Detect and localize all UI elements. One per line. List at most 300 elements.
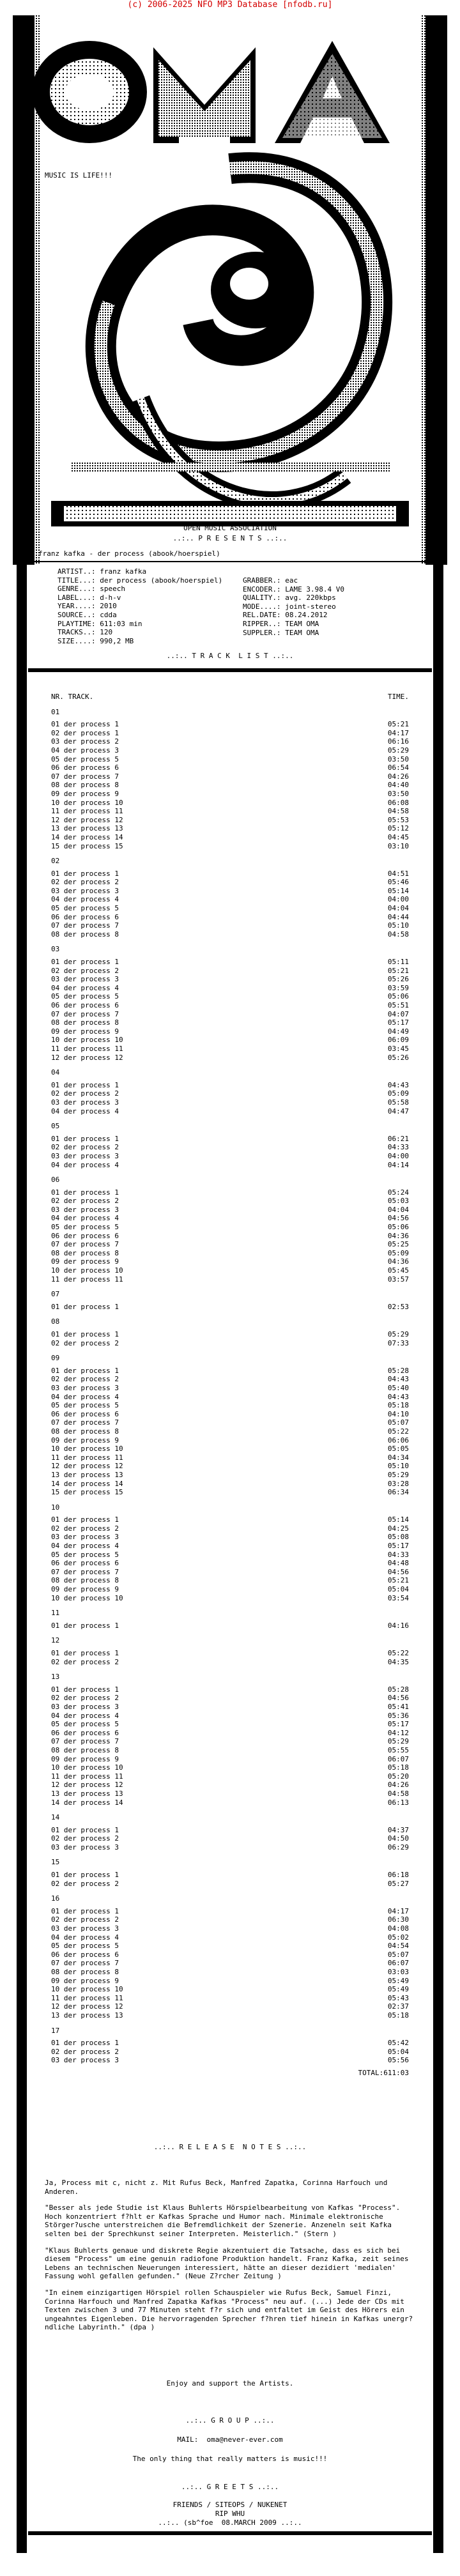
- track-title: 09 der process 9: [51, 1257, 119, 1266]
- track-title: 10 der process 10: [51, 1763, 123, 1772]
- track-row: [51, 878, 409, 887]
- release-notes: [45, 2179, 415, 2340]
- track-title: 07 der process 7: [51, 1959, 119, 1968]
- track-title: 01 der process 1: [51, 958, 119, 967]
- track-time: 05:06: [387, 992, 409, 1001]
- track-row: [51, 1703, 409, 1712]
- track-row: [51, 816, 409, 825]
- track-time: 05:12: [387, 824, 409, 833]
- track-title: 09 der process 9: [51, 1027, 119, 1036]
- track-title: 01 der process 1: [51, 1871, 119, 1880]
- track-time: 04:17: [387, 728, 409, 737]
- track-row: [51, 1533, 409, 1542]
- track-row: [51, 1658, 409, 1667]
- track-time: 05:36: [387, 1711, 409, 1720]
- signature: ..:.. (sb^foe 08.MARCH 2009 ..:..: [158, 2518, 302, 2527]
- track-title: 04 der process 4: [51, 1542, 119, 1551]
- track-title: 12 der process 12: [51, 1462, 123, 1471]
- track-time: 03:28: [387, 1479, 409, 1488]
- track-title: 05 der process 5: [51, 1720, 119, 1729]
- track-title: 02 der process 2: [51, 1694, 119, 1703]
- track-title: 07 der process 7: [51, 1240, 119, 1249]
- track-row: [51, 1418, 409, 1427]
- track-title: 09 der process 9: [51, 1585, 119, 1594]
- track-time: 04:36: [387, 1231, 409, 1240]
- info-right-line: ENCODER.: LAME 3.98.4 V0: [243, 585, 344, 594]
- track-title: 02 der process 2: [51, 1915, 119, 1924]
- track-row: [51, 1594, 409, 1603]
- track-time: 04:36: [387, 1257, 409, 1266]
- info-right-line: RIPPER..: TEAM OMA: [243, 619, 319, 628]
- info-right-line: QUALITY.: avg. 220kbps: [243, 594, 336, 602]
- track-time: 05:46: [387, 878, 409, 887]
- track-title: 02 der process 2: [51, 878, 119, 887]
- track-time: 03:54: [387, 1593, 409, 1602]
- track-title: 07 der process 7: [51, 1737, 119, 1746]
- track-title: 01 der process 1: [51, 1515, 119, 1524]
- track-time: 05:17: [387, 1542, 409, 1551]
- track-row: [51, 1081, 409, 1090]
- track-title: 04 der process 4: [51, 1214, 119, 1223]
- track-time: 04:35: [387, 1657, 409, 1666]
- track-title: 12 der process 12: [51, 1053, 123, 1062]
- track-time: 04:33: [387, 1550, 409, 1559]
- track-time: 06:29: [387, 1843, 409, 1851]
- track-row: [51, 870, 409, 878]
- track-row: [51, 1152, 409, 1161]
- disc-number: 09: [51, 1354, 60, 1363]
- track-title: 09 der process 9: [51, 1754, 119, 1763]
- track-title: 10 der process 10: [51, 1445, 123, 1453]
- track-row: [51, 1384, 409, 1393]
- track-row: [51, 1712, 409, 1721]
- track-row: [51, 1737, 409, 1746]
- track-time: 06:13: [387, 1798, 409, 1807]
- track-time: 05:26: [387, 975, 409, 984]
- track-title: 15 der process 15: [51, 841, 123, 850]
- track-row: [51, 1453, 409, 1462]
- track-title: 02 der process 2: [51, 1338, 119, 1347]
- disc-number: 01: [51, 707, 60, 716]
- track-row: [51, 1790, 409, 1798]
- track-title: 04 der process 4: [51, 1160, 119, 1169]
- track-time: 04:17: [387, 1906, 409, 1915]
- track-time: 05:18: [387, 1401, 409, 1410]
- track-row: [51, 1197, 409, 1206]
- track-time: 06:30: [387, 1915, 409, 1924]
- track-row: [51, 1410, 409, 1419]
- track-row: [51, 729, 409, 738]
- track-row: [51, 799, 409, 808]
- track-time: 05:14: [387, 1515, 409, 1524]
- track-row: [51, 1001, 409, 1010]
- track-row: [51, 833, 409, 842]
- track-row: [51, 992, 409, 1001]
- track-title: 10 der process 10: [51, 1266, 123, 1275]
- track-row: [51, 904, 409, 913]
- track-title: 14 der process 14: [51, 1798, 123, 1807]
- track-time: 04:47: [387, 1107, 409, 1116]
- track-time: 05:55: [387, 1745, 409, 1754]
- track-row: [51, 1515, 409, 1524]
- track-title: 05 der process 5: [51, 1550, 119, 1559]
- track-row: [51, 1551, 409, 1560]
- track-time: 05:10: [387, 1462, 409, 1471]
- track-time: 06:06: [387, 1436, 409, 1445]
- track-time: 05:09: [387, 1089, 409, 1098]
- track-title: 03 der process 3: [51, 1205, 119, 1214]
- track-time: 06:07: [387, 1959, 409, 1968]
- track-time: 05:58: [387, 1098, 409, 1107]
- motto-text: MUSIC IS LIFE!!!: [45, 171, 112, 180]
- track-row: [51, 1542, 409, 1551]
- track-time: 05:56: [387, 2056, 409, 2065]
- track-time: 06:09: [387, 1036, 409, 1045]
- track-time: 04:44: [387, 912, 409, 921]
- track-title: 06 der process 6: [51, 1001, 119, 1009]
- track-time: 05:29: [387, 746, 409, 755]
- track-time: 05:09: [387, 1248, 409, 1257]
- track-time: 04:43: [387, 1080, 409, 1089]
- track-title: 02 der process 2: [51, 1089, 119, 1098]
- track-row: [51, 1621, 409, 1630]
- track-time: 04:07: [387, 1009, 409, 1018]
- track-row: [51, 2048, 409, 2057]
- track-time: 05:21: [387, 720, 409, 729]
- track-row: [51, 1977, 409, 1986]
- track-title: 03 der process 3: [51, 975, 119, 984]
- group-mail: MAIL: oma@never-ever.com: [177, 2435, 283, 2444]
- track-title: 05 der process 5: [51, 755, 119, 763]
- track-title: 08 der process 8: [51, 1248, 119, 1257]
- track-time: 06:16: [387, 737, 409, 746]
- track-title: 04 der process 4: [51, 895, 119, 904]
- track-title: 03 der process 3: [51, 1533, 119, 1542]
- track-time: 04:04: [387, 1205, 409, 1214]
- track-time: 05:17: [387, 1720, 409, 1729]
- track-time: 06:08: [387, 798, 409, 807]
- track-time: 03:50: [387, 789, 409, 798]
- track-title: 01 der process 1: [51, 1366, 119, 1375]
- track-row: [51, 2011, 409, 2020]
- track-time: 05:43: [387, 1993, 409, 2002]
- info-left-line: LABEL...: d-h-v: [57, 593, 121, 602]
- track-time: 04:33: [387, 1143, 409, 1152]
- track-title: 07 der process 7: [51, 772, 119, 781]
- track-title: 11 der process 11: [51, 807, 123, 816]
- track-time: 04:34: [387, 1453, 409, 1462]
- track-row: [51, 1223, 409, 1232]
- track-row: [51, 1367, 409, 1376]
- track-title: 11 der process 11: [51, 1453, 123, 1462]
- track-title: 10 der process 10: [51, 1036, 123, 1045]
- track-row: [51, 895, 409, 904]
- release-title: franz kafka - der process (abook/hoerspiel): [38, 549, 220, 558]
- track-title: 01 der process 1: [51, 1134, 119, 1143]
- track-time: 04:49: [387, 1027, 409, 1036]
- track-row: [51, 1834, 409, 1843]
- track-time: 05:10: [387, 921, 409, 930]
- track-time: 05:29: [387, 1330, 409, 1338]
- divider: [28, 2531, 432, 2535]
- track-title: 05 der process 5: [51, 904, 119, 913]
- track-title: 09 der process 9: [51, 1436, 119, 1445]
- track-row: [51, 755, 409, 764]
- track-time: 04:04: [387, 904, 409, 913]
- track-time: 06:07: [387, 1754, 409, 1763]
- track-title: 08 der process 8: [51, 1576, 119, 1585]
- track-time: 04:50: [387, 1834, 409, 1843]
- track-row: [51, 1798, 409, 1807]
- greets-list: FRIENDS / SITEOPS / NUKENET: [172, 2501, 288, 2509]
- track-title: 11 der process 11: [51, 1772, 123, 1781]
- track-time: 05:25: [387, 1240, 409, 1249]
- track-row: [51, 1339, 409, 1348]
- track-title: 03 der process 3: [51, 1383, 119, 1392]
- track-title: 01 der process 1: [51, 1302, 119, 1311]
- track-time: 04:08: [387, 1924, 409, 1933]
- col-time: TIME.: [387, 693, 409, 701]
- track-title: 06 der process 6: [51, 1950, 119, 1959]
- track-time: 05:18: [387, 2011, 409, 2020]
- track-title: 03 der process 3: [51, 1924, 119, 1933]
- track-row: [51, 1232, 409, 1241]
- track-time: 05:02: [387, 1933, 409, 1942]
- track-title: 01 der process 1: [51, 1621, 119, 1630]
- track-row: [51, 1161, 409, 1170]
- track-time: 04:12: [387, 1728, 409, 1737]
- track-title: 03 der process 2: [51, 737, 119, 746]
- track-title: 05 der process 5: [51, 1401, 119, 1410]
- track-title: 14 der process 14: [51, 1479, 123, 1488]
- track-time: 04:54: [387, 1942, 409, 1951]
- track-row: [51, 1907, 409, 1916]
- track-title: 11 der process 11: [51, 1275, 123, 1284]
- track-time: 04:26: [387, 772, 409, 781]
- track-row: [51, 1214, 409, 1223]
- track-row: [51, 781, 409, 790]
- track-title: 02 der process 2: [51, 966, 119, 975]
- track-time: 06:54: [387, 763, 409, 772]
- track-title: 04 der process 4: [51, 1933, 119, 1942]
- track-title: 04 der process 4: [51, 1711, 119, 1720]
- disc-number: 13: [51, 1673, 60, 1682]
- track-row: [51, 1445, 409, 1453]
- disc-number: 12: [51, 1636, 60, 1645]
- track-time: 04:43: [387, 1375, 409, 1384]
- logo-graphic: [13, 15, 447, 578]
- track-row: [51, 1826, 409, 1835]
- track-title: 04 der process 3: [51, 746, 119, 755]
- track-time: 04:00: [387, 895, 409, 904]
- track-row: [51, 1959, 409, 1968]
- group-motto: The only thing that really matters is music!!!: [132, 2455, 328, 2463]
- track-row: [51, 930, 409, 939]
- track-time: 05:26: [387, 1053, 409, 1062]
- info-right-line: GRABBER.: eac: [243, 576, 298, 585]
- release-notes-header: ..:.. R E L E A S E N O T E S ..:..: [153, 2143, 307, 2151]
- track-row: [51, 887, 409, 896]
- track-title: 13 der process 13: [51, 824, 123, 833]
- track-time: 05:45: [387, 1266, 409, 1275]
- track-title: 08 der process 8: [51, 1427, 119, 1436]
- track-title: 06 der process 6: [51, 1231, 119, 1240]
- track-row: [51, 1240, 409, 1249]
- track-time: 05:04: [387, 2047, 409, 2056]
- track-time: 04:43: [387, 1392, 409, 1401]
- track-row: [51, 1330, 409, 1339]
- col-nr-track: NR. TRACK.: [51, 693, 94, 701]
- track-row: [51, 1266, 409, 1275]
- info-left-line: TRACKS..: 120: [57, 628, 113, 637]
- track-row: [51, 1036, 409, 1045]
- total-playtime: TOTAL:611:03: [358, 2068, 409, 2077]
- track-row: [51, 1135, 409, 1144]
- track-time: 04:56: [387, 1567, 409, 1576]
- track-title: 02 der process 2: [51, 1657, 119, 1666]
- track-row: [51, 1755, 409, 1764]
- track-title: 06 der process 6: [51, 912, 119, 921]
- track-time: 06:18: [387, 1871, 409, 1880]
- track-time: 04:58: [387, 930, 409, 939]
- info-right-line: REL.DATE: 08.24.2012: [243, 611, 328, 620]
- disc-number: 10: [51, 1503, 60, 1512]
- track-time: 05:04: [387, 1585, 409, 1594]
- track-row: [51, 1781, 409, 1790]
- track-row: [51, 807, 409, 816]
- track-title: 13 der process 13: [51, 1789, 123, 1798]
- track-row: [51, 1462, 409, 1471]
- track-title: 13 der process 13: [51, 1470, 123, 1479]
- release-info-left: [57, 567, 222, 645]
- track-title: 05 der process 5: [51, 992, 119, 1001]
- track-time: 03:50: [387, 755, 409, 763]
- track-time: 06:21: [387, 1134, 409, 1143]
- track-time: 04:37: [387, 1825, 409, 1834]
- track-row: [51, 1772, 409, 1781]
- track-time: 05:22: [387, 1649, 409, 1657]
- track-time: 05:28: [387, 1685, 409, 1694]
- track-row: [51, 1649, 409, 1658]
- track-time: 03:59: [387, 983, 409, 992]
- track-title: 01 der process 1: [51, 869, 119, 878]
- track-row: [51, 1746, 409, 1755]
- track-time: 03:57: [387, 1275, 409, 1284]
- track-time: 05:41: [387, 1702, 409, 1711]
- track-row: [51, 1436, 409, 1445]
- info-left-line: PLAYTIME: 611:03 min: [57, 619, 142, 628]
- track-title: 12 der process 12: [51, 815, 123, 824]
- track-row: [51, 1249, 409, 1258]
- track-title: 11 der process 11: [51, 1044, 123, 1053]
- track-row: [51, 1843, 409, 1852]
- track-title: 10 der process 10: [51, 798, 123, 807]
- track-time: 05:28: [387, 1366, 409, 1375]
- track-title: 06 der process 6: [51, 763, 119, 772]
- track-title: 13 der process 13: [51, 2011, 123, 2020]
- track-time: 04:58: [387, 807, 409, 816]
- nfodb-banner: (c) 2006-2025 NFO MP3 Database [nfodb.ru]: [0, 0, 460, 10]
- track-row: [51, 1871, 409, 1880]
- track-row: [51, 913, 409, 922]
- track-time: 05:14: [387, 886, 409, 895]
- track-time: 05:29: [387, 1737, 409, 1746]
- track-title: 08 der process 8: [51, 1745, 119, 1754]
- track-title: 08 der process 8: [51, 1968, 119, 1976]
- track-time: 05:07: [387, 1418, 409, 1427]
- track-title: 04 der process 4: [51, 983, 119, 992]
- track-title: 05 der process 5: [51, 1942, 119, 1951]
- track-time: 04:45: [387, 832, 409, 841]
- greets-header: ..:.. G R E E T S ..:..: [181, 2483, 279, 2491]
- track-row: [51, 824, 409, 833]
- track-title: 03 der process 3: [51, 1702, 119, 1711]
- track-time: 04:26: [387, 1781, 409, 1790]
- track-title: 02 der process 2: [51, 1197, 119, 1206]
- track-time: 05:11: [387, 958, 409, 967]
- note-paragraph: "Klaus Buhlerts genaue und diskrete Regie akzentuiert die Tatsache, dass es sich bei diesem "Process" um eine genuin radiofone Produktion handelt. Franz Kafka, zeit seines Lebens an technischen Neuerungen interessiert, hätte an dieser dezidiert 'medialen' Fassung wohl gefallen gefunden." (Neue Z?rcher Zeitung ): [45, 2246, 413, 2281]
- info-right-line: SUPPLER.: TEAM OMA: [243, 628, 319, 637]
- track-title: 06 der process 6: [51, 1559, 119, 1568]
- track-row: [51, 1027, 409, 1036]
- track-time: 05:18: [387, 1763, 409, 1772]
- track-row: [51, 1968, 409, 1977]
- disc-number: 15: [51, 1858, 60, 1867]
- track-row: [51, 1010, 409, 1019]
- disc-number: 11: [51, 1609, 60, 1618]
- track-title: 03 der process 3: [51, 2056, 119, 2065]
- track-time: 03:45: [387, 1044, 409, 1053]
- track-time: 05:51: [387, 1001, 409, 1009]
- info-left-line: SOURCE..: cdda: [57, 610, 117, 619]
- track-time: 05:40: [387, 1383, 409, 1392]
- track-title: 02 der process 2: [51, 1143, 119, 1152]
- info-left-line: SIZE....: 990,2 MB: [57, 636, 134, 645]
- track-time: 02:53: [387, 1302, 409, 1311]
- track-title: 02 der process 2: [51, 1524, 119, 1533]
- track-time: 04:00: [387, 1151, 409, 1160]
- track-time: 05:21: [387, 966, 409, 975]
- disc-number: 06: [51, 1176, 60, 1184]
- disc-number: 03: [51, 945, 60, 954]
- disc-number: 14: [51, 1813, 60, 1822]
- track-title: 03 der process 3: [51, 1098, 119, 1107]
- disc-number: 08: [51, 1317, 60, 1326]
- track-time: 05:42: [387, 2039, 409, 2048]
- track-title: 11 der process 11: [51, 1993, 123, 2002]
- track-row: [51, 1045, 409, 1054]
- association-name: OPEN MUSIC ASSOCIATION: [183, 524, 277, 532]
- track-row: [51, 975, 409, 984]
- track-time: 05:07: [387, 1950, 409, 1959]
- track-row: [51, 1107, 409, 1116]
- track-row: [51, 1559, 409, 1568]
- track-time: 06:34: [387, 1488, 409, 1497]
- track-row: [51, 2039, 409, 2048]
- track-title: 05 der process 5: [51, 1223, 119, 1232]
- track-row: [51, 967, 409, 976]
- oma-logo-art: [13, 15, 447, 578]
- disc-number: 05: [51, 1122, 60, 1131]
- track-title: 03 der process 3: [51, 1151, 119, 1160]
- track-row: [51, 1585, 409, 1594]
- track-row: [51, 1488, 409, 1497]
- track-title: 01 der process 1: [51, 720, 119, 729]
- track-title: 01 der process 1: [51, 2039, 119, 2048]
- track-row: [51, 1143, 409, 1152]
- track-row: [51, 1933, 409, 1942]
- track-row: [51, 1924, 409, 1933]
